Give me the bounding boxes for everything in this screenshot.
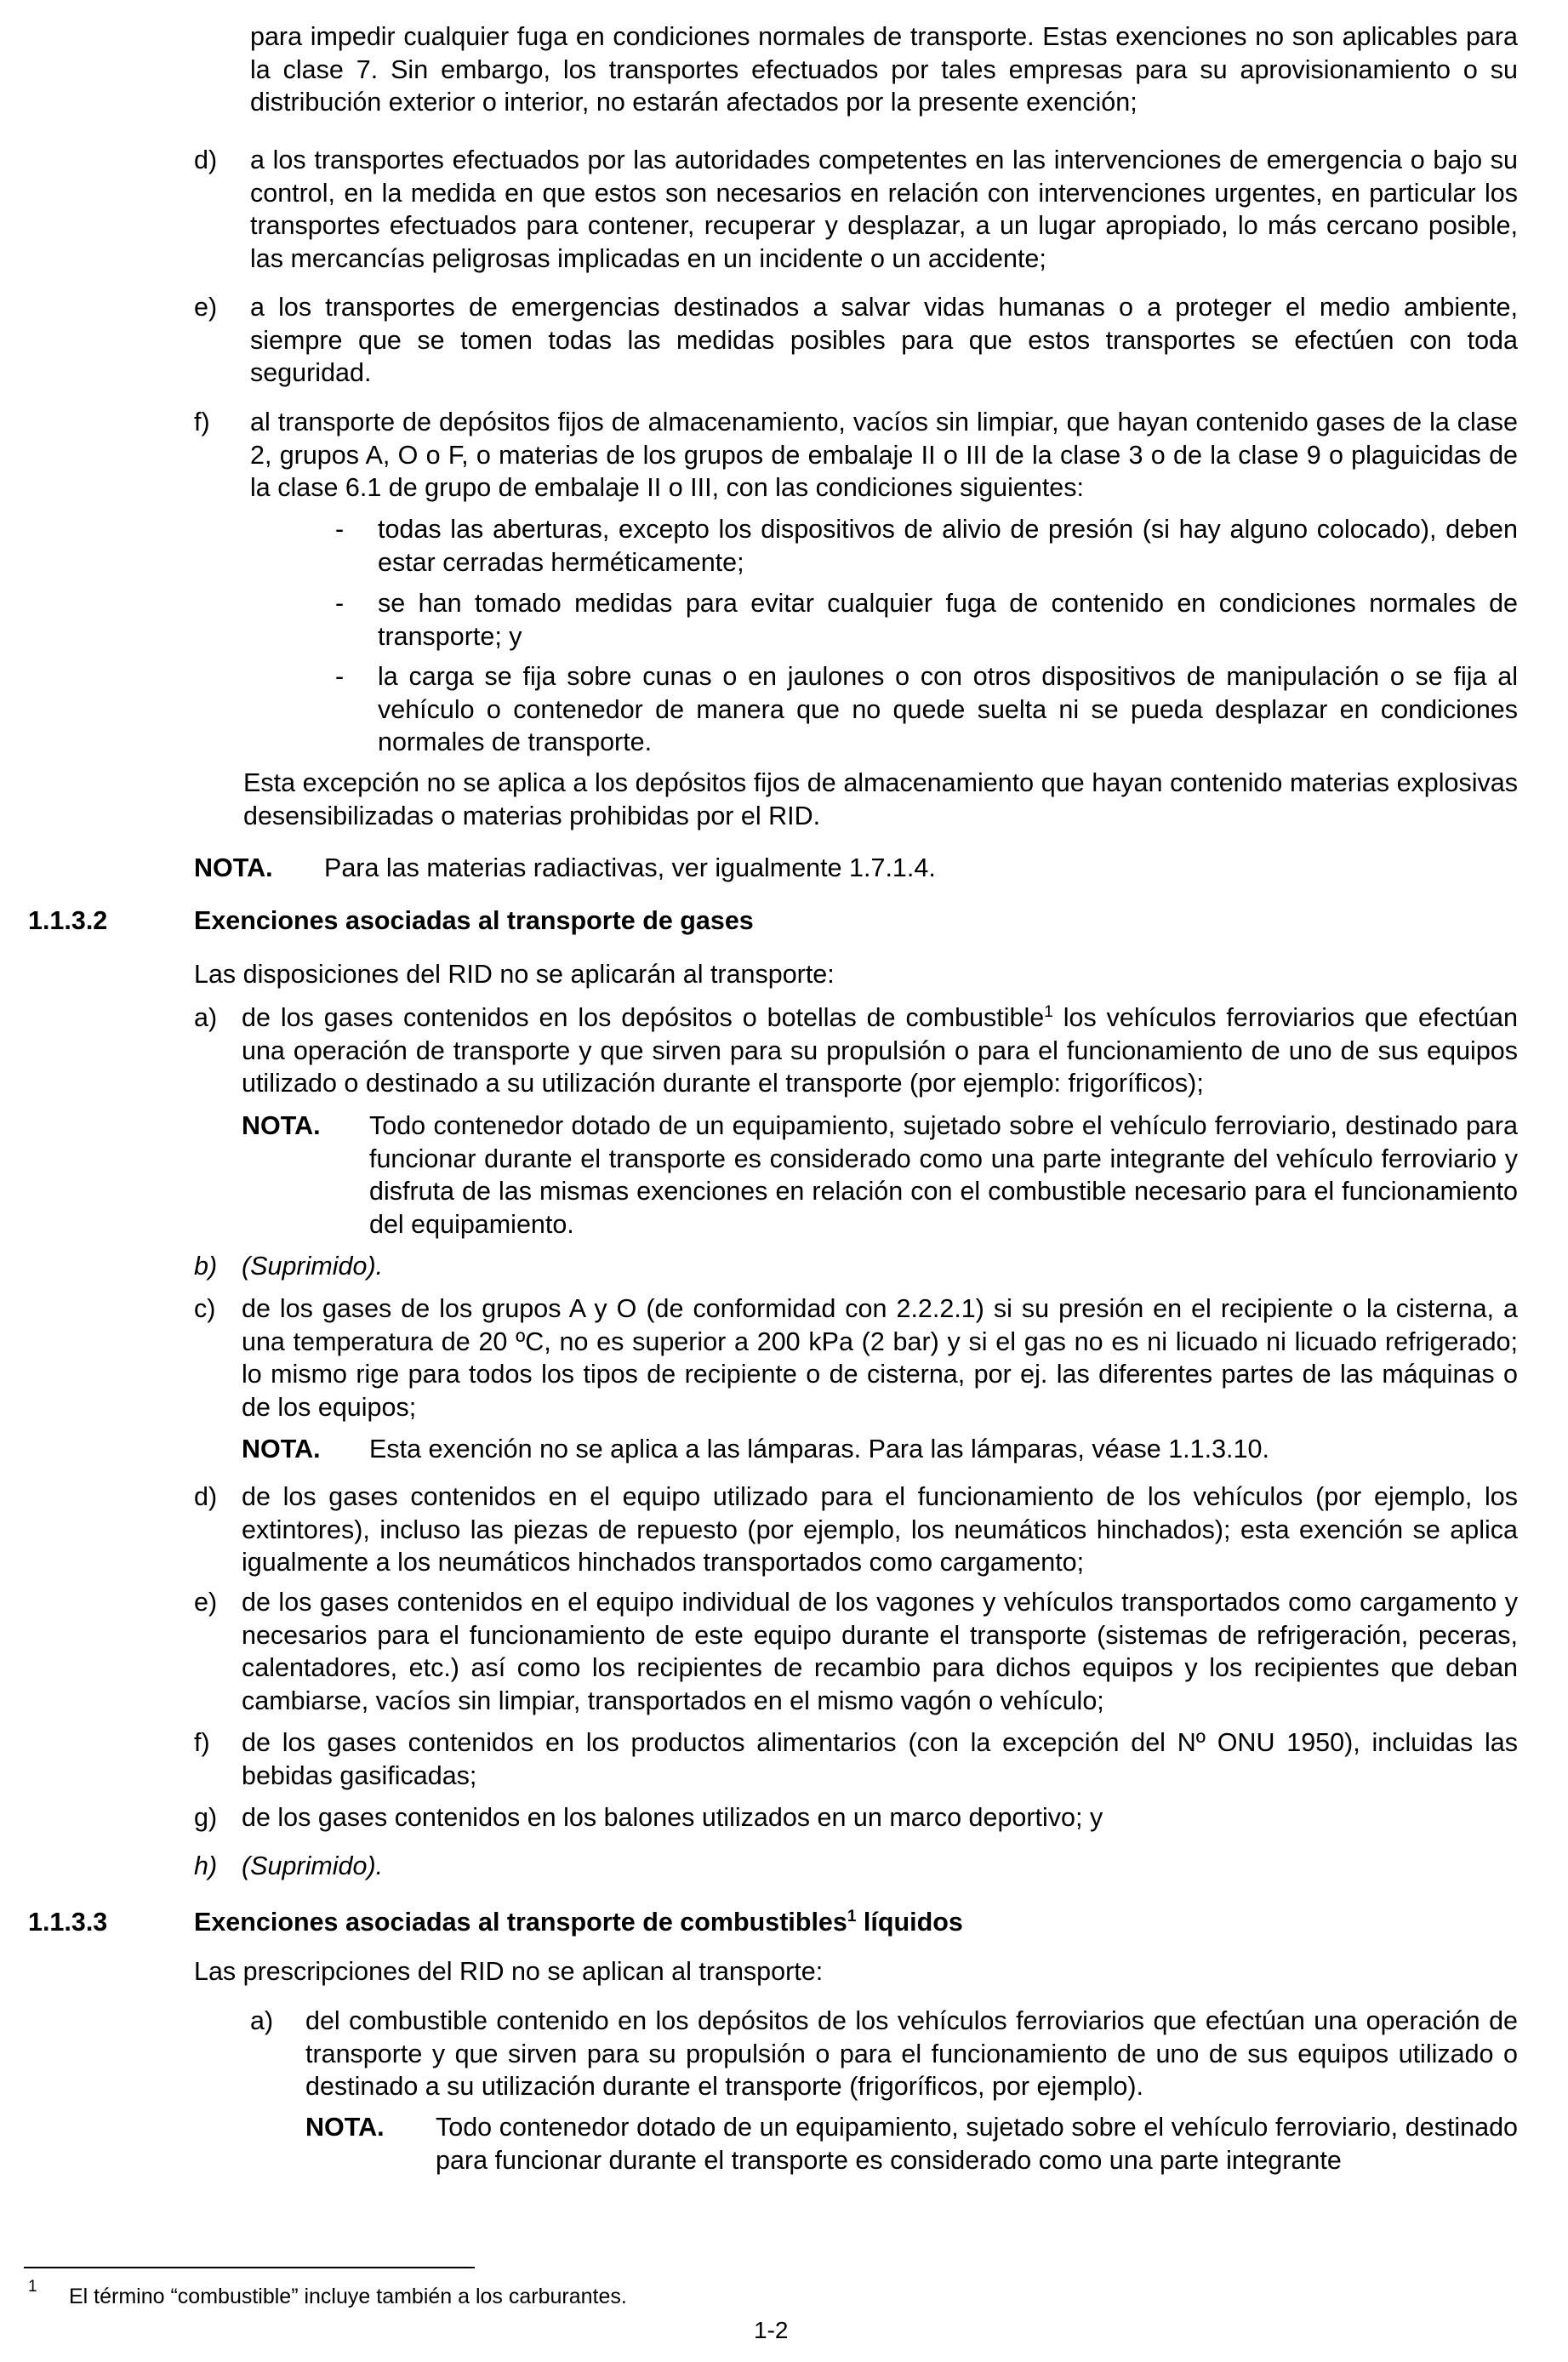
gas-nota-a-label: NOTA. — [242, 1111, 321, 1140]
item-text-e: a los transportes de emergencias destinados a salvar vidas humanas o a proteger el medio ambiente, siempre que se tomen todas las medidas posibles para que estos transportes se efectúen con toda seguridad. — [250, 293, 1518, 387]
footnote-ref-title: 1 — [847, 1907, 857, 1926]
section-lead-1-1-3-2: Las disposiciones del RID no se aplicarán al transporte: — [194, 960, 835, 989]
page-number: 1-2 — [754, 2317, 789, 2343]
item-label-f: f) — [194, 408, 210, 436]
gas-item-label-a: a) — [194, 1003, 218, 1032]
gas-nota-c-text: Esta exención no se aplica a las lámparas. Para las lámparas, véase 1.1.3.10. — [369, 1435, 1269, 1463]
fuel-item-text-a: del combustible contenido en los depósitos de los vehículos ferroviarios que efectúan una operación de transporte y que sirven para su propulsión o para el funcionamiento de uno de sus equipos utilizado o destinado a su utilización durante el transporte (frigoríficos, por ejemplo). — [305, 2006, 1518, 2101]
item-label-d: d) — [194, 145, 218, 174]
item-text-d: a los transportes efectuados por las autoridades competentes en las intervenciones de emergencia o bajo su control, en la medida en que estos son necesarios en relación con intervenciones urgentes, en particular los transportes efectuados para contener, recuperar y desplazar, a un lugar apropiado, lo más cercano posible, las mercancías peligrosas implicadas en un incidente o un accidente; — [250, 145, 1518, 273]
section-title-1-1-3-3 — [194, 1906, 963, 1939]
gas-item-text-e: de los gases contenidos en el equipo individual de los vagones y vehículos transportados como cargamento y necesarios para el funcionamiento de este equipo durante el transporte (sistemas de refrigeración, peceras, calentadores, etc.) así como los recipientes de recambio para dichos equipos y los recipientes que deban cambiarse, vacíos sin limpiar, transportados en el mismo vagón o vehículo; — [242, 1588, 1518, 1715]
nota-text: Para las materias radiactivas, ver igualmente 1.7.1.4. — [324, 853, 936, 882]
gas-item-label-f: f) — [194, 1728, 210, 1757]
gas-item-text-f: de los gases contenidos en los productos alimentarios (con la excepción del Nº ONU 1950), incluidas las bebidas gasificadas; — [242, 1728, 1518, 1790]
dash-marker-2: - — [335, 589, 345, 618]
section-title-1-1-3-2: Exenciones asociadas al transporte de gases — [194, 906, 754, 935]
section-number-1-1-3-3: 1.1.3.3 — [28, 1908, 108, 1937]
gas-nota-c-label: NOTA. — [242, 1435, 321, 1463]
fuel-item-label-a: a) — [250, 2006, 274, 2035]
dash-item-2: se han tomado medidas para evitar cualquier fuga de contenido en condiciones normales de transporte; y — [378, 589, 1518, 651]
gas-item-text-a-part1: de los gases contenidos en los depósitos o botellas de combustible — [242, 1003, 1045, 1032]
section-title-1-1-3-3-part1: Exenciones asociadas al transporte de combustibles — [194, 1908, 847, 1937]
nota-label: NOTA. — [194, 853, 273, 882]
section-title-1-1-3-3-part2: líquidos — [856, 1908, 963, 1937]
gas-item-label-h: h) — [194, 1851, 218, 1880]
continuation-paragraph: para impedir cualquier fuga en condiciones normales de transporte. Estas exenciones no son aplicables para la clase 7. Sin embargo, los transportes efectuados por tales empresas para su aprovisionamiento o su distribución exterior o interior, no estarán afectados por la presente exención; — [250, 22, 1518, 117]
dash-marker-3: - — [335, 662, 345, 691]
footnote-marker: 1 — [28, 2278, 37, 2296]
item-text-f: al transporte de depósitos fijos de almacenamiento, vacíos sin limpiar, que hayan contenido gases de la clase 2, grupos A, O o F, o materias de los grupos de embalaje II o III de la clase 3 o de la clase 9 o plaguicidas de la clase 6.1 de grupo de embalaje II o III, con las condiciones siguientes: — [250, 408, 1518, 502]
fuel-nota-a-text: Todo contenedor dotado de un equipamiento, sujetado sobre el vehículo ferroviario, destinado para funcionar durante el transporte es considerado como una parte integrante — [436, 2113, 1518, 2175]
dash-marker-1: - — [335, 515, 345, 544]
gas-item-text-d: de los gases contenidos en el equipo utilizado para el funcionamiento de los vehículos (por ejemplo, los extintores), incluso las piezas de repuesto (por ejemplo, los neumáticos hinchados); esta exención se aplica igualmente a los neumáticos hinchados transportados como cargamento; — [242, 1482, 1518, 1577]
gas-item-label-d: d) — [194, 1482, 218, 1511]
fuel-nota-a-label: NOTA. — [305, 2113, 385, 2142]
dash-item-1: todas las aberturas, excepto los dispositivos de alivio de presión (si hay alguno colocado), deben estar cerradas herméticamente; — [378, 515, 1518, 577]
gas-item-label-g: g) — [194, 1803, 218, 1832]
section-number-1-1-3-2: 1.1.3.2 — [28, 906, 108, 935]
gas-nota-a-text: Todo contenedor dotado de un equipamiento, sujetado sobre el vehículo ferroviario, destinado para funcionar durante el transporte es considerado como una parte integrante del vehículo ferroviario y disfruta de las mismas exenciones en relación con el combustible necesario para el funcionamiento del equipamiento. — [369, 1111, 1518, 1239]
gas-item-text-b: (Suprimido). — [242, 1252, 384, 1281]
dash-item-3: la carga se fija sobre cunas o en jaulones o con otros dispositivos de manipulación o se fija al vehículo o contenedor de manera que no quede suelta ni se pueda desplazar en condiciones normales de transporte. — [378, 662, 1518, 756]
section-lead-1-1-3-3: Las prescripciones del RID no se aplican al transporte: — [194, 1957, 824, 1986]
gas-item-label-e: e) — [194, 1588, 218, 1617]
exception-paragraph: Esta excepción no se aplica a los depósitos fijos de almacenamiento que hayan contenido materias explosivas desensibilizadas o materias prohibidas por el RID. — [243, 768, 1518, 830]
gas-item-text-c: de los gases de los grupos A y O (de conformidad con 2.2.2.1) si su presión en el recipiente o la cisterna, a una temperatura de 20 ºC, no es superior a 200 kPa (2 bar) y si el gas no es ni licuado ni licuado refrigerado; lo mismo rige para todos los tipos de recipiente o de cisterna, por ej. las diferentes partes de las máquinas o de los equipos; — [242, 1294, 1518, 1422]
gas-item-text-g: de los gases contenidos en los balones utilizados en un marco deportivo; y — [242, 1803, 1103, 1832]
gas-item-text-a — [242, 1001, 1518, 1100]
footnote-rule — [24, 2267, 475, 2268]
item-label-e: e) — [194, 293, 218, 322]
gas-item-text-h: (Suprimido). — [242, 1851, 384, 1880]
gas-item-label-b: b) — [194, 1252, 218, 1281]
gas-item-label-c: c) — [194, 1294, 216, 1323]
footnote-text: El término “combustible” incluye también a los carburantes. — [69, 2285, 627, 2308]
footnote-ref: 1 — [1044, 1002, 1053, 1021]
gas-item-text-a-part2: los vehículos ferroviarios que efectúan una operación de transporte y que sirven para su propulsión o para el funcionamiento de uno de sus equipos utilizado o destinado a su utilización durante el transporte (por ejemplo: frigoríficos); — [242, 1003, 1518, 1098]
